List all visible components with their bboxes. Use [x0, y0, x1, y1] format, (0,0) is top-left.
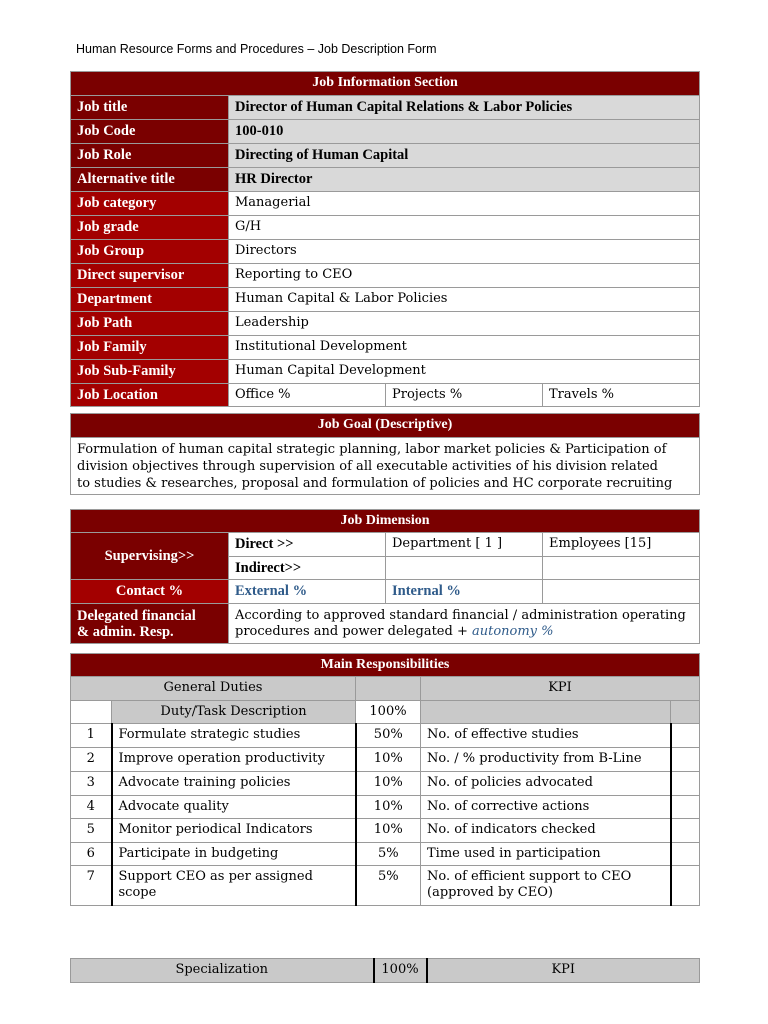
row-number: 7: [71, 866, 112, 906]
task-kpi: No. / % productivity from B-Line: [421, 748, 671, 772]
job-category-label: Job category: [71, 192, 229, 216]
indirect-label: Indirect>>: [229, 557, 386, 580]
direct-supervisor-value: Reporting to CEO: [229, 264, 700, 288]
job-dimension-table: [70, 509, 700, 644]
job-category-value: Managerial: [229, 192, 700, 216]
job-role-value: Directing of Human Capital: [229, 144, 700, 168]
total-percent: 100%: [356, 701, 421, 724]
delegated-text-line: According to approved standard financial / administration operating: [235, 607, 686, 623]
job-group-value: Directors: [229, 240, 700, 264]
job-grade-value: G/H: [229, 216, 700, 240]
department-value: Human Capital & Labor Policies: [229, 288, 700, 312]
job-path-value: Leadership: [229, 312, 700, 336]
task-percent: 10%: [356, 819, 421, 843]
job-subfamily-value: Human Capital Development: [229, 360, 700, 384]
task-description: Formulate strategic studies: [112, 724, 356, 748]
row-number: 4: [71, 796, 112, 819]
job-info-table: [70, 71, 700, 407]
general-duties-blank: [356, 677, 421, 701]
specialization-label: Specialization: [71, 959, 374, 983]
row-number: 3: [71, 772, 112, 796]
job-grade-label: Job grade: [71, 216, 229, 240]
task-percent: 10%: [356, 772, 421, 796]
department-count: Department [ 1 ]: [386, 533, 543, 557]
job-goal-header: Job Goal (Descriptive): [71, 414, 700, 438]
job-info-header: Job Information Section: [71, 72, 700, 96]
task-kpi: [421, 866, 671, 906]
table-row: [71, 866, 700, 906]
job-code-value: 100-010: [229, 120, 700, 144]
autonomy-percent: autonomy %: [471, 623, 554, 639]
task-check: [671, 866, 700, 906]
kpi-header: KPI: [421, 677, 700, 701]
specialization-kpi: KPI: [427, 959, 700, 983]
direct-label: Direct >>: [229, 533, 386, 557]
kpi-check-header: [671, 701, 700, 724]
task-description: [112, 866, 356, 906]
job-location-label: Job Location: [71, 384, 229, 407]
delegated-text: [229, 604, 700, 644]
job-goal-line: Formulation of human capital strategic planning, labor market policies & Participation of: [77, 441, 667, 457]
task-kpi: No. of policies advocated: [421, 772, 671, 796]
task-percent: 5%: [356, 843, 421, 866]
employees-count: Employees [15]: [543, 533, 700, 557]
delegated-label-line: & admin. Resp.: [77, 623, 174, 640]
internal-percent: Internal %: [386, 580, 543, 604]
office-percent: Office %: [229, 384, 386, 407]
kpi-subheader: [421, 701, 671, 724]
alt-title-label: Alternative title: [71, 168, 229, 192]
task-kpi-line: No. of efficient support to CEO: [427, 869, 632, 884]
task-check: [671, 748, 700, 772]
task-percent: 10%: [356, 748, 421, 772]
contact-label: Contact %: [71, 580, 229, 604]
task-number-blank: [71, 701, 112, 724]
task-kpi: Time used in participation: [421, 843, 671, 866]
travels-percent: Travels %: [543, 384, 700, 407]
task-description: Participate in budgeting: [112, 843, 356, 866]
task-kpi: No. of corrective actions: [421, 796, 671, 819]
supervising-label: Supervising>>: [71, 533, 229, 580]
task-description-header: Duty/Task Description: [112, 701, 356, 724]
delegated-label: [71, 604, 229, 644]
job-title-value: Director of Human Capital Relations & Labor Policies: [229, 96, 700, 120]
task-description: Improve operation productivity: [112, 748, 356, 772]
delegated-label-line: Delegated financial: [77, 607, 196, 624]
delegated-text-line: procedures and power delegated +: [235, 623, 472, 639]
table-row: [71, 724, 700, 748]
task-percent: 50%: [356, 724, 421, 748]
row-number: 1: [71, 724, 112, 748]
job-code-label: Job Code: [71, 120, 229, 144]
responsibilities-table: [70, 653, 700, 906]
job-goal-line: to studies & researches, proposal and formulation of policies and HC corporate recruiting: [77, 475, 673, 491]
projects-percent: Projects %: [386, 384, 543, 407]
table-row: [71, 843, 700, 866]
task-check: [671, 843, 700, 866]
indirect-employees: [543, 557, 700, 580]
task-check: [671, 819, 700, 843]
job-family-label: Job Family: [71, 336, 229, 360]
direct-supervisor-label: Direct supervisor: [71, 264, 229, 288]
external-percent: External %: [229, 580, 386, 604]
table-row: [71, 772, 700, 796]
task-percent: 5%: [356, 866, 421, 906]
task-kpi: No. of indicators checked: [421, 819, 671, 843]
table-row: [71, 748, 700, 772]
task-description: Advocate quality: [112, 796, 356, 819]
job-subfamily-label: Job Sub-Family: [71, 360, 229, 384]
row-number: 5: [71, 819, 112, 843]
task-description-line: Support CEO as per assigned: [118, 869, 313, 884]
task-kpi-line: (approved by CEO): [427, 885, 553, 900]
job-group-label: Job Group: [71, 240, 229, 264]
row-number: 2: [71, 748, 112, 772]
task-description-line: scope: [118, 885, 157, 900]
responsibilities-header: Main Responsibilities: [71, 654, 700, 677]
task-kpi: No. of effective studies: [421, 724, 671, 748]
task-check: [671, 772, 700, 796]
department-label: Department: [71, 288, 229, 312]
row-number: 6: [71, 843, 112, 866]
alt-title-value: HR Director: [229, 168, 700, 192]
general-duties-header: General Duties: [71, 677, 356, 701]
job-dimension-header: Job Dimension: [71, 510, 700, 533]
task-check: [671, 796, 700, 819]
task-check: [671, 724, 700, 748]
contact-empty: [543, 580, 700, 604]
task-percent: 10%: [356, 796, 421, 819]
specialization-table: [70, 958, 700, 983]
specialization-percent: 100%: [374, 959, 427, 983]
job-goal-table: [70, 413, 700, 495]
table-row: [71, 796, 700, 819]
task-description: Monitor periodical Indicators: [112, 819, 356, 843]
page-title: Human Resource Forms and Procedures – Job Description Form: [76, 42, 437, 56]
job-goal-line: division objectives through supervision of all executable activities of his division related: [77, 458, 659, 474]
indirect-department: [386, 557, 543, 580]
job-path-label: Job Path: [71, 312, 229, 336]
job-goal-text: [71, 438, 700, 495]
task-description: Advocate training policies: [112, 772, 356, 796]
table-row: [71, 819, 700, 843]
job-role-label: Job Role: [71, 144, 229, 168]
job-family-value: Institutional Development: [229, 336, 700, 360]
job-title-label: Job title: [71, 96, 229, 120]
